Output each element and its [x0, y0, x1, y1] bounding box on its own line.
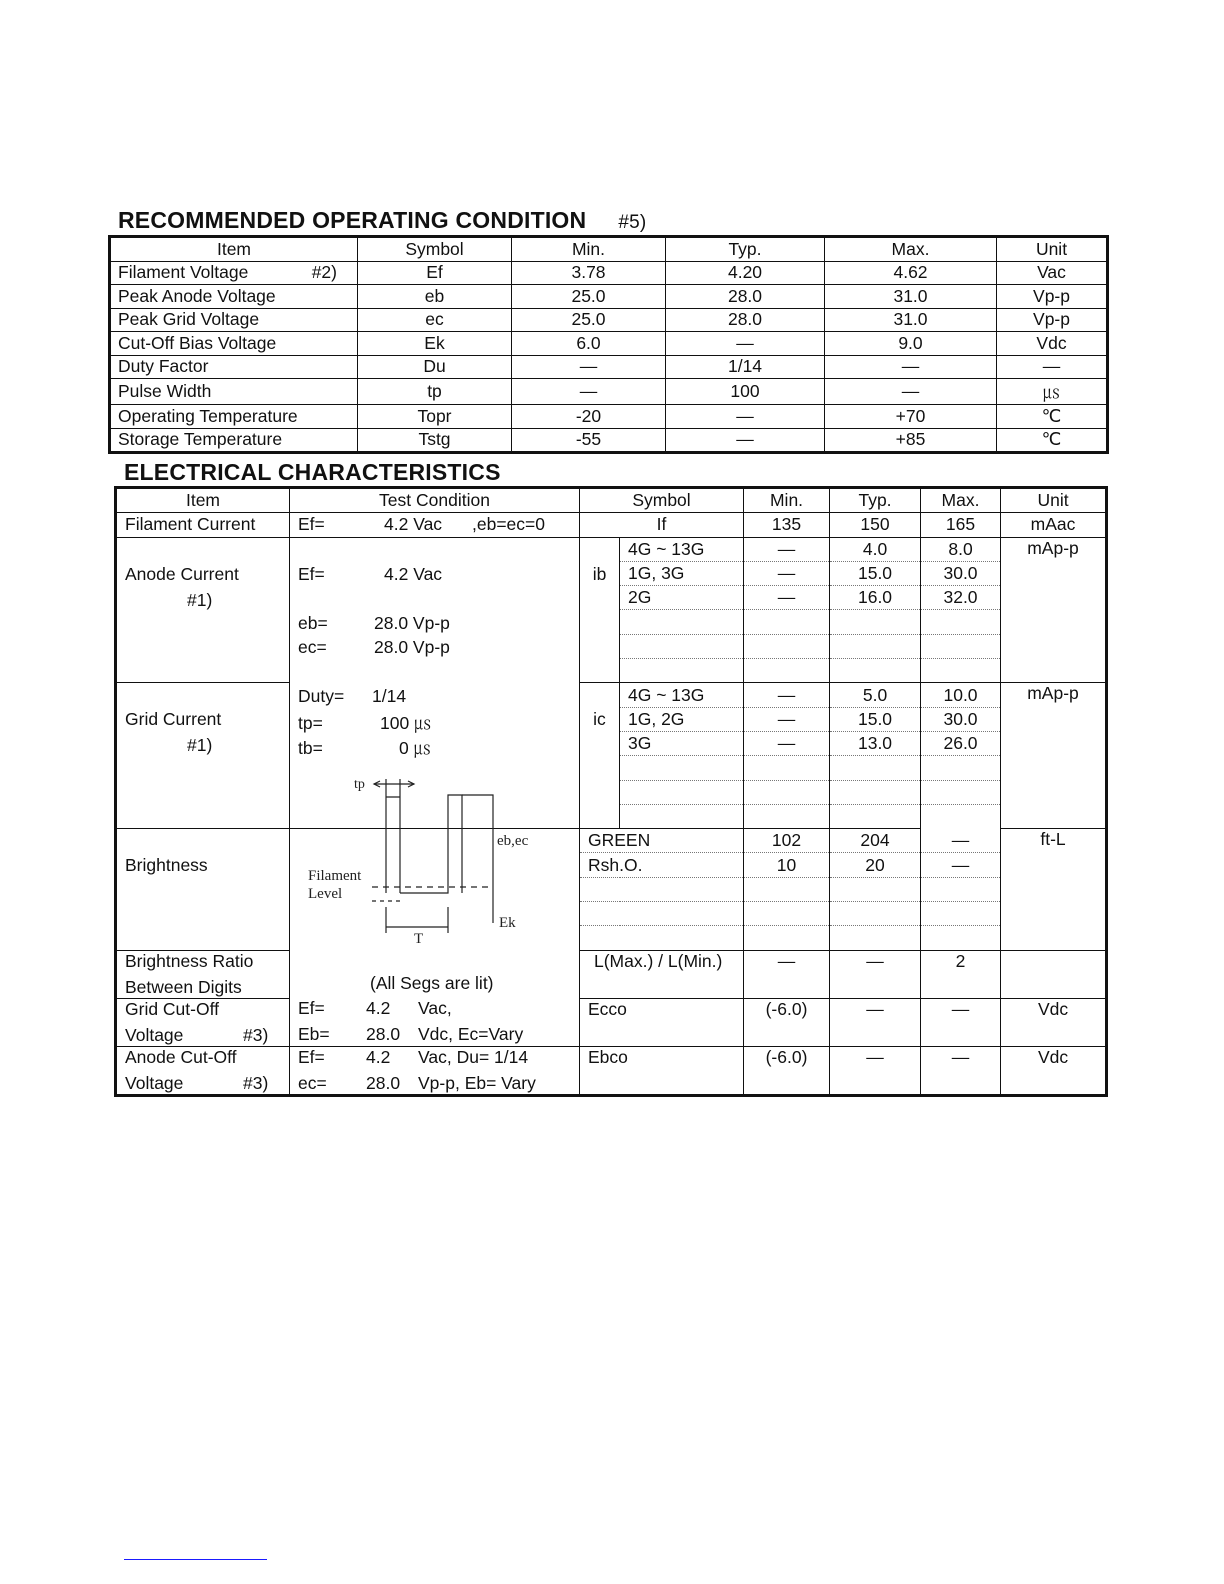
- anode-cond-ec-value: 28.0 Vp-p: [374, 637, 450, 658]
- roc-max: —: [825, 379, 997, 405]
- grid-max-2: 26.0: [921, 731, 1001, 755]
- roc-min: -20: [512, 405, 666, 429]
- roc-max: 31.0: [825, 285, 997, 309]
- anodecut-v1: 4.2: [366, 1046, 391, 1067]
- anodecut-u1: Vac, Du= 1/14: [418, 1046, 529, 1067]
- roc-item: [110, 261, 358, 285]
- grid-cond-tb-value: 0 ㎲: [399, 737, 432, 758]
- ec-header-row: [116, 488, 1107, 513]
- roc-item-label: Peak Grid Voltage: [118, 309, 260, 330]
- anode-cond-eb-label: eb=: [298, 612, 328, 633]
- roc-row: [110, 405, 1108, 429]
- grid-sub-1: 1G, 2G: [620, 707, 744, 731]
- roc-row: [110, 285, 1108, 309]
- roc-typ: 1/14: [666, 355, 825, 379]
- anode-min-0: —: [744, 537, 830, 561]
- grid-typ-1: 15.0: [830, 707, 921, 731]
- roc-typ: 100: [666, 379, 825, 405]
- anodecut-min: (-6.0): [744, 1046, 830, 1095]
- ratio-item-line2: Between Digits: [125, 976, 242, 997]
- anode-item: [116, 537, 290, 683]
- ec-header-symbol: Symbol: [580, 488, 744, 513]
- anode-item-label: Anode Current: [125, 563, 239, 584]
- anode-cond-ec-label: ec=: [298, 637, 327, 658]
- ratio-max: 2: [921, 950, 1001, 998]
- ec-header-item: Item: [116, 488, 290, 513]
- roc-item-label: Duty Factor: [118, 356, 209, 377]
- gridcut-min: (-6.0): [744, 998, 830, 1046]
- ec-row-anodecut: [116, 1046, 1107, 1095]
- filament-max: 165: [921, 513, 1001, 537]
- roc-unit: Vdc: [997, 332, 1108, 356]
- anodecut-note: #3): [243, 1072, 269, 1093]
- roc-row: [110, 261, 1108, 285]
- gridcut-max: —: [921, 998, 1001, 1046]
- roc-item-label: Peak Anode Voltage: [118, 285, 276, 306]
- anodecut-item: [116, 1046, 290, 1095]
- ratio-item-line1: Brightness Ratio: [125, 950, 254, 971]
- roc-symbol: Du: [358, 355, 512, 379]
- wave-ek-label: Ek: [499, 915, 516, 931]
- gridcut-u1: Vac,: [418, 998, 452, 1019]
- roc-unit: ℃: [997, 428, 1108, 453]
- anodecut-symbol: Ebco: [580, 1046, 744, 1095]
- roc-unit: Vp-p: [997, 285, 1108, 309]
- gridcut-v1: 4.2: [366, 998, 391, 1019]
- roc-header-item: Item: [110, 237, 358, 262]
- pulse-3: [462, 795, 493, 893]
- gridcut-item-line1: Grid Cut-Off: [125, 998, 220, 1019]
- pulse-1: [386, 797, 400, 893]
- grid-cond-tp-label: tp=: [298, 713, 323, 734]
- roc-item: [110, 428, 358, 453]
- filament-cond-value: 4.2 Vac: [384, 514, 443, 535]
- roc-symbol: Ef: [358, 261, 512, 285]
- roc-header-typ: Typ.: [666, 237, 825, 262]
- gridcut-u2: Vdc, Ec=Vary: [418, 1024, 524, 1045]
- anode-max-1: 30.0: [921, 561, 1001, 585]
- roc-symbol: Tstg: [358, 428, 512, 453]
- roc-min: —: [512, 379, 666, 405]
- grid-cond-duty-value: 1/14: [372, 685, 407, 706]
- roc-item: [110, 332, 358, 356]
- ec-header-min: Min.: [744, 488, 830, 513]
- gridcut-item: [116, 998, 290, 1046]
- grid-cond-tp-value: 100 ㎲: [380, 713, 432, 734]
- roc-item: [110, 379, 358, 405]
- anode-cond-ef-value: 4.2 Vac: [384, 563, 443, 584]
- roc-header-max: Max.: [825, 237, 997, 262]
- grid-item: [116, 683, 290, 829]
- roc-min: -55: [512, 428, 666, 453]
- ratio-unit: [1001, 950, 1107, 998]
- anode-min-1: —: [744, 561, 830, 585]
- filament-item: Filament Current: [116, 513, 290, 537]
- wave-filament-label: Filament: [308, 868, 362, 884]
- anode-sub-1: 1G, 3G: [620, 561, 744, 585]
- anode-typ-1: 15.0: [830, 561, 921, 585]
- ec-row-gridcut: [116, 998, 1107, 1046]
- roc-typ: —: [666, 428, 825, 453]
- roc-header-symbol: Symbol: [358, 237, 512, 262]
- ec-header-typ: Typ.: [830, 488, 921, 513]
- ratio-typ: —: [830, 950, 921, 998]
- roc-title-text: RECOMMENDED OPERATING CONDITION: [118, 207, 587, 233]
- roc-item: [110, 285, 358, 309]
- brightness-item: Brightness: [116, 829, 290, 950]
- roc-item: [110, 308, 358, 332]
- anode-unit: mAp-p: [1001, 537, 1107, 683]
- filament-unit: mAac: [1001, 513, 1107, 537]
- wave-ebec-label: eb,ec: [497, 833, 529, 849]
- anode-max-0: 8.0: [921, 537, 1001, 561]
- anodecut-u2: Vp-p, Eb= Vary: [418, 1072, 536, 1093]
- roc-typ: 4.20: [666, 261, 825, 285]
- grid-min-2: —: [744, 731, 830, 755]
- grid-unit: mAp-p: [1001, 683, 1107, 829]
- ec-row-filament: [116, 513, 1107, 537]
- gridcut-typ: —: [830, 998, 921, 1046]
- pulse-2: [400, 795, 462, 893]
- roc-max: +85: [825, 428, 997, 453]
- ec-row-anode-1: [116, 537, 1107, 561]
- ec-table: [114, 486, 1108, 1097]
- anodecut-unit: Vdc: [1001, 1046, 1107, 1095]
- roc-header-min: Min.: [512, 237, 666, 262]
- roc-min: 25.0: [512, 285, 666, 309]
- roc-typ: 28.0: [666, 308, 825, 332]
- roc-item: [110, 355, 358, 379]
- ratio-item: [116, 950, 290, 998]
- roc-typ: —: [666, 332, 825, 356]
- anodecut-typ: —: [830, 1046, 921, 1095]
- filament-cond-extra: ,eb=ec=0: [472, 514, 545, 535]
- gridcut-note: #3): [243, 1024, 269, 1045]
- roc-row: [110, 308, 1108, 332]
- roc-max: 31.0: [825, 308, 997, 332]
- ratio-min: —: [744, 950, 830, 998]
- brightness-sym-1: Rsh.O.: [580, 853, 744, 877]
- roc-max: +70: [825, 405, 997, 429]
- brightness-typ-1: 20: [830, 853, 921, 877]
- roc-typ: 28.0: [666, 285, 825, 309]
- gridcut-condition: [290, 998, 580, 1046]
- ec-title: [124, 459, 501, 486]
- roc-title: [118, 207, 646, 234]
- roc-max: —: [825, 355, 997, 379]
- anode-sub-2: 2G: [620, 586, 744, 610]
- grid-min-1: —: [744, 707, 830, 731]
- roc-unit: ㎲: [997, 379, 1108, 405]
- anodecut-l1: Ef=: [298, 1046, 325, 1067]
- ec-header-condition: Test Condition: [290, 488, 580, 513]
- roc-row: [110, 355, 1108, 379]
- grid-typ-0: 5.0: [830, 683, 921, 707]
- grid-sub-2: 3G: [620, 731, 744, 755]
- anodecut-condition: [290, 1046, 580, 1095]
- gridcut-unit: Vdc: [1001, 998, 1107, 1046]
- anode-cond-eb-value: 28.0 Vp-p: [374, 612, 450, 633]
- ec-row-brightness-1: [116, 829, 1107, 853]
- gridcut-symbol: Ecco: [580, 998, 744, 1046]
- roc-item-note: #2): [311, 262, 337, 283]
- roc-item-label: Pulse Width: [118, 381, 212, 401]
- brightness-min-0: 102: [744, 829, 830, 853]
- grid-max-1: 30.0: [921, 707, 1001, 731]
- anode-grid-condition: [290, 537, 580, 804]
- roc-min: 3.78: [512, 261, 666, 285]
- roc-item-label: Filament Voltage: [118, 262, 249, 283]
- ec-header-unit: Unit: [1001, 488, 1107, 513]
- brightness-sym-0: GREEN: [580, 829, 744, 853]
- anode-item-note: #1): [187, 589, 213, 610]
- roc-min: —: [512, 355, 666, 379]
- roc-max: 4.62: [825, 261, 997, 285]
- ec-row-grid-1: [116, 683, 1107, 707]
- wave-tp-label: tp: [354, 777, 365, 792]
- roc-min: 25.0: [512, 308, 666, 332]
- brightness-unit: ft-L: [1001, 829, 1107, 950]
- wave-level-label: Level: [308, 886, 343, 902]
- roc-symbol: eb: [358, 285, 512, 309]
- roc-item: [110, 405, 358, 429]
- roc-symbol: Topr: [358, 405, 512, 429]
- anode-typ-2: 16.0: [830, 586, 921, 610]
- roc-header-unit: Unit: [997, 237, 1108, 262]
- roc-unit: ℃: [997, 405, 1108, 429]
- anode-sub-0: 4G ~ 13G: [620, 537, 744, 561]
- grid-item-note: #1): [187, 735, 213, 756]
- anodecut-l2: ec=: [298, 1072, 327, 1093]
- anodecut-item-line1: Anode Cut-Off: [125, 1046, 237, 1067]
- grid-max-0: 10.0: [921, 683, 1001, 707]
- roc-symbol: tp: [358, 379, 512, 405]
- roc-unit: Vp-p: [997, 308, 1108, 332]
- roc-symbol: ec: [358, 308, 512, 332]
- pulse-waveform-diagram: [300, 775, 540, 950]
- roc-title-note: #5): [618, 212, 647, 233]
- gridcut-v2: 28.0: [366, 1024, 401, 1045]
- roc-item-label: Cut-Off Bias Voltage: [118, 332, 277, 353]
- anode-min-2: —: [744, 586, 830, 610]
- roc-item-label: Operating Temperature: [118, 405, 298, 426]
- roc-max: 9.0: [825, 332, 997, 356]
- roc-symbol: Ek: [358, 332, 512, 356]
- filament-min: 135: [744, 513, 830, 537]
- roc-row: [110, 379, 1108, 405]
- ratio-condition: (All Segs are lit): [370, 973, 494, 993]
- anodecut-item-line2: Voltage: [125, 1072, 184, 1093]
- roc-unit: Vac: [997, 261, 1108, 285]
- brightness-typ-0: 204: [830, 829, 921, 853]
- roc-min: 6.0: [512, 332, 666, 356]
- footnote-separator: [124, 1559, 267, 1560]
- anodecut-max: —: [921, 1046, 1001, 1095]
- filament-symbol: If: [580, 513, 744, 537]
- grid-cond-tb-label: tb=: [298, 737, 323, 758]
- ec-header-max: Max.: [921, 488, 1001, 513]
- filament-condition: [290, 513, 580, 537]
- roc-unit: —: [997, 355, 1108, 379]
- roc-typ: —: [666, 405, 825, 429]
- anode-typ-0: 4.0: [830, 537, 921, 561]
- grid-min-0: —: [744, 683, 830, 707]
- brightness-min-1: 10: [744, 853, 830, 877]
- grid-sub-0: 4G ~ 13G: [620, 683, 744, 707]
- ratio-symbol: L(Max.) / L(Min.): [580, 950, 744, 998]
- roc-header-row: [110, 237, 1108, 262]
- filament-cond-label: Ef=: [298, 514, 325, 535]
- gridcut-l2: Eb=: [298, 1024, 330, 1045]
- roc-table: [108, 235, 1109, 454]
- grid-symbol: ic: [580, 683, 620, 829]
- anodecut-v2: 28.0: [366, 1072, 401, 1093]
- grid-typ-2: 13.0: [830, 731, 921, 755]
- gridcut-item-line2: Voltage: [125, 1024, 184, 1045]
- anode-max-2: 32.0: [921, 586, 1001, 610]
- filament-typ: 150: [830, 513, 921, 537]
- roc-row: [110, 332, 1108, 356]
- anode-symbol: ib: [580, 537, 620, 683]
- roc-row: [110, 428, 1108, 453]
- gridcut-l1: Ef=: [298, 998, 325, 1019]
- ec-title-text: ELECTRICAL CHARACTERISTICS: [124, 459, 501, 485]
- grid-cond-duty-label: Duty=: [298, 685, 345, 706]
- anode-cond-ef-label: Ef=: [298, 563, 325, 584]
- roc-item-label: Storage Temperature: [118, 429, 283, 450]
- brightness-max-1: —: [921, 853, 1001, 877]
- wave-t-label: T: [414, 931, 424, 947]
- brightness-max-0: —: [921, 829, 1001, 853]
- grid-item-label: Grid Current: [125, 709, 222, 730]
